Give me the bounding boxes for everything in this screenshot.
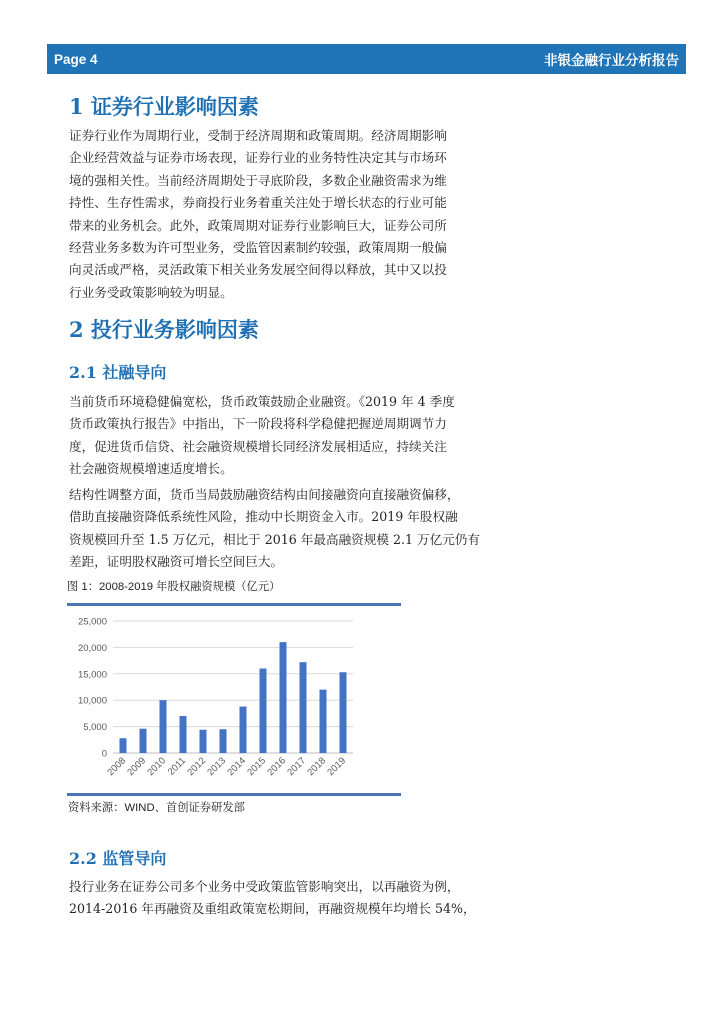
bar-2015 bbox=[260, 669, 267, 753]
bar-2017 bbox=[300, 662, 307, 753]
text-line: 证券行业作为周期行业，受制于经济周期和政策周期。经济周期影响 bbox=[69, 128, 447, 143]
text-line: 度，促进货币信贷、社会融资规模增长同经济发展相适应，持续关注 bbox=[69, 438, 447, 454]
page-header bbox=[47, 44, 686, 74]
figure-caption: 图 1：2008-2019 年股权融资规模（亿元） bbox=[67, 581, 281, 593]
bar-2012 bbox=[200, 730, 207, 753]
x-tick-label: 2016 bbox=[265, 755, 289, 779]
figure-bottom-rule bbox=[67, 793, 401, 796]
bar-2014 bbox=[240, 707, 247, 753]
y-tick-label: 15,000 bbox=[77, 669, 107, 681]
text-line: 货币政策执行报告》中指出，下一阶段将科学稳健把握逆周期调节力 bbox=[69, 416, 447, 432]
x-tick-label: 2014 bbox=[225, 755, 249, 779]
text-line: 行业务受政策影响较为明显。 bbox=[69, 284, 233, 300]
figure-source: 资料来源：WIND、首创证券研发部 bbox=[68, 802, 245, 814]
section1-paragraph bbox=[69, 125, 526, 304]
y-tick-label: 10,000 bbox=[77, 695, 107, 707]
text-line: 境的强相关性。当前经济周期处于寻底阶段，多数企业融资需求为维 bbox=[69, 172, 447, 188]
text-line: 2014-2016 年再融资及重组政策宽松期间，再融资规模年均增长 54%， bbox=[69, 901, 476, 917]
x-tick-label: 2009 bbox=[125, 755, 149, 779]
bar-2008 bbox=[120, 738, 127, 753]
x-tick-label: 2010 bbox=[145, 755, 169, 779]
text-line: 向灵活或严格，灵活政策下相关业务发展空间得以释放，其中又以投 bbox=[69, 262, 447, 278]
x-tick-label: 2018 bbox=[305, 755, 329, 779]
section2-1-paragraph1 bbox=[69, 391, 526, 481]
bar-2010 bbox=[160, 700, 167, 753]
text-line: 当前货币环境稳健偏宽松，货币政策鼓励企业融资。《2019 年 4 季度 bbox=[69, 394, 455, 409]
bar-2013 bbox=[220, 729, 227, 753]
x-tick-label: 2015 bbox=[245, 755, 269, 779]
bar-2016 bbox=[280, 642, 287, 753]
section1-heading: 1 证券行业影响因素 bbox=[69, 94, 259, 119]
text-line: 资规模回升至 1.5 万亿元，相比于 2016 年最高融资规模 2.1 万亿元仍有 bbox=[69, 531, 480, 547]
x-tick-label: 2019 bbox=[325, 755, 349, 779]
x-tick-label: 2011 bbox=[165, 755, 189, 778]
text-line: 投行业务在证券公司多个业务中受政策监管影响突出，以再融资为例， bbox=[69, 879, 460, 894]
x-tick-label: 2008 bbox=[105, 755, 129, 779]
bar-2019 bbox=[340, 672, 347, 753]
x-tick-label: 2013 bbox=[205, 755, 229, 779]
bar-2018 bbox=[320, 690, 327, 753]
text-line: 借助直接融资降低系统性风险，推动中长期资金入市。2019 年股权融 bbox=[69, 509, 458, 525]
x-tick-label: 2012 bbox=[185, 755, 209, 779]
section2-1-heading: 2.1 社融导向 bbox=[69, 363, 167, 382]
text-line: 企业经营效益与证券市场表现，证券行业的业务特性决定其与市场环 bbox=[69, 150, 447, 166]
text-line: 经营业务多数为许可型业务，受监管因素制约较强，政策周期一般偏 bbox=[69, 240, 447, 256]
report-title: 非银金融行业分析报告 bbox=[544, 53, 679, 68]
section2-heading: 2 投行业务影响因素 bbox=[69, 317, 259, 342]
y-tick-label: 20,000 bbox=[77, 642, 107, 654]
section2-2-heading: 2.2 监管导向 bbox=[69, 849, 167, 868]
equity-financing-bar-chart bbox=[67, 606, 401, 792]
y-tick-label: 0 bbox=[101, 748, 107, 760]
text-line: 带来的业务机会。此外，政策周期对证券行业影响巨大，证券公司所 bbox=[69, 217, 447, 233]
section2-1-paragraph2 bbox=[69, 484, 526, 574]
text-line: 差距，证明股权融资可增长空间巨大。 bbox=[69, 554, 284, 570]
page-number: Page 4 bbox=[54, 51, 98, 67]
bar-2011 bbox=[180, 716, 187, 753]
x-tick-label: 2017 bbox=[285, 755, 309, 779]
text-line: 持性、生存性需求，券商投行业务着重关注处于增长状态的行业可能 bbox=[69, 195, 447, 211]
text-line: 结构性调整方面，货币当局鼓励融资结构由间接融资向直接融资偏移， bbox=[69, 487, 460, 502]
y-tick-label: 25,000 bbox=[77, 616, 107, 628]
text-line: 社会融资规模增速适度增长。 bbox=[69, 461, 233, 477]
section2-2-paragraph bbox=[69, 876, 526, 921]
bar-2009 bbox=[140, 729, 147, 753]
y-tick-label: 5,000 bbox=[83, 722, 107, 734]
